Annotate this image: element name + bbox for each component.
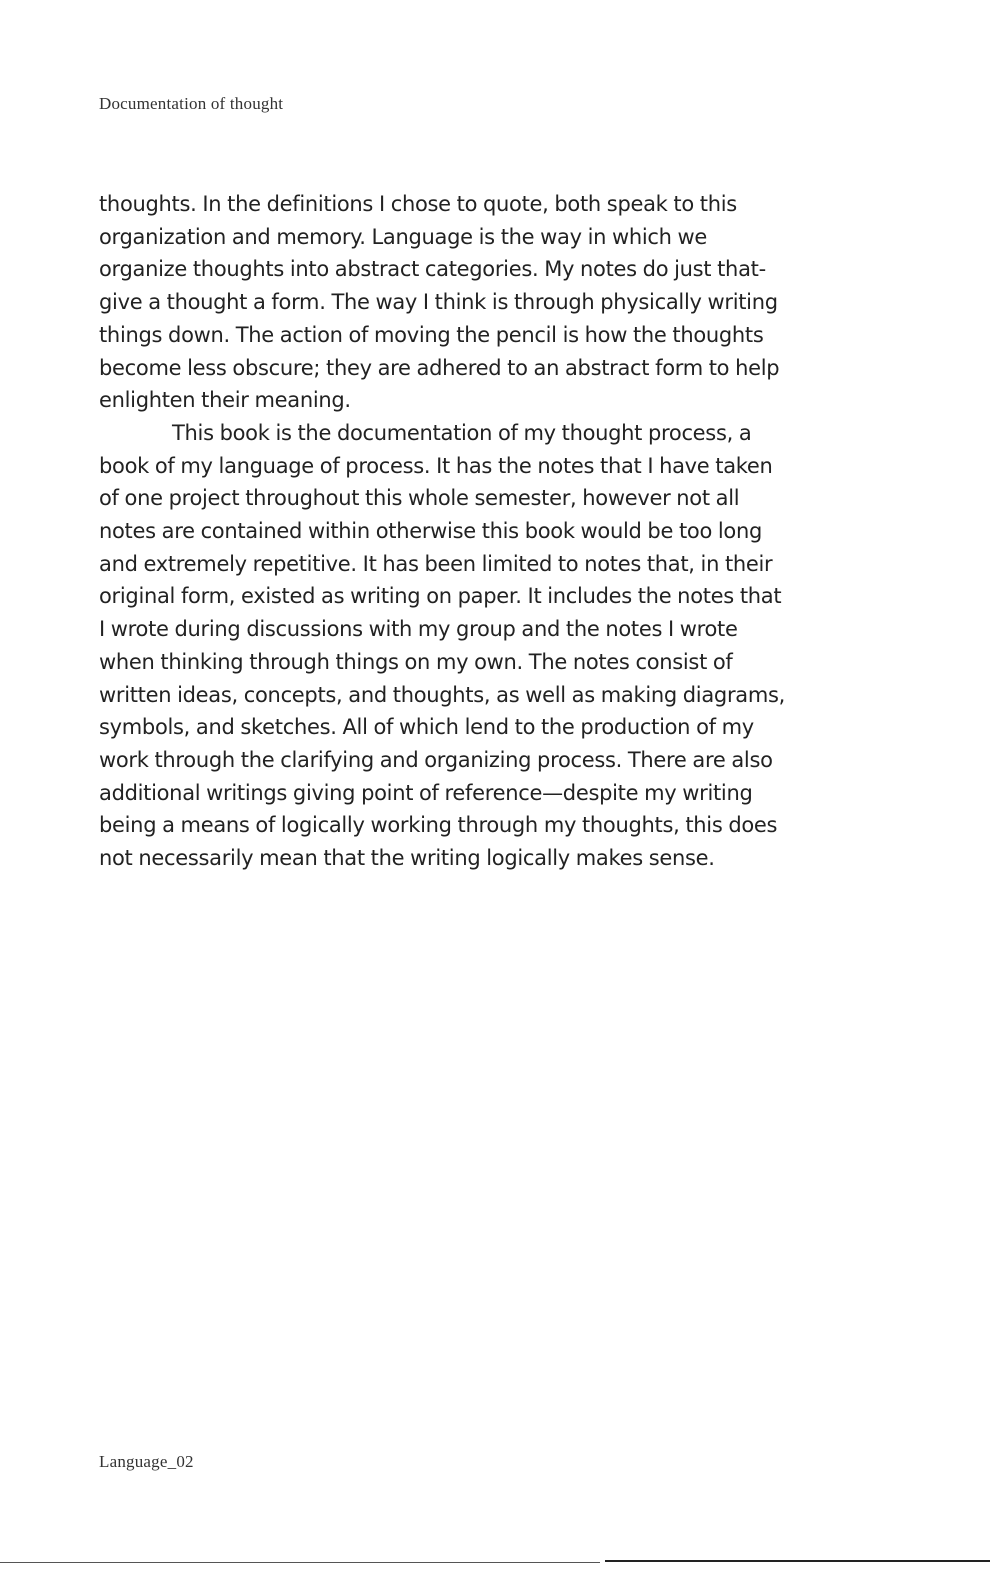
bottom-divider-left [0, 1562, 600, 1563]
running-footer-page-label: Language_02 [99, 1452, 194, 1471]
body-text [99, 188, 789, 875]
paragraph-2: This book is the documentation of my thought process, a book of my language of process. It has the notes that I have taken of one project throughout this whole semester, however not all notes are contained within otherwise this book would be too long and extremely repetitive. It has been limited to notes that, in their original form, existed as writing on paper. It includes the notes that I wrote during discussions with my group and the notes I wrote when thinking through things on my own. The notes consist of written ideas, concepts, and thoughts, as well as making diagrams, symbols, and sketches. All of which lend to the production of my work through the clarifying and organizing process. There are also additional writings giving point of reference—despite my writing being a means of logically working through my thoughts, this does not necessarily mean that the writing logically makes sense. [99, 420, 786, 871]
paragraph-1: thoughts. In the definitions I chose to quote, both speak to this organization and memory. Language is the way in which we organize thoughts into abstract categories. My notes do just that- give a thought a form. The way I think is through physically writing things down. The action of moving the pencil is how the thoughts become less obscure; they are adhered to an abstract form to help enlighten their meaning. [99, 192, 780, 413]
bottom-divider-right [605, 1560, 990, 1562]
running-header-title: Documentation of thought [99, 94, 284, 113]
